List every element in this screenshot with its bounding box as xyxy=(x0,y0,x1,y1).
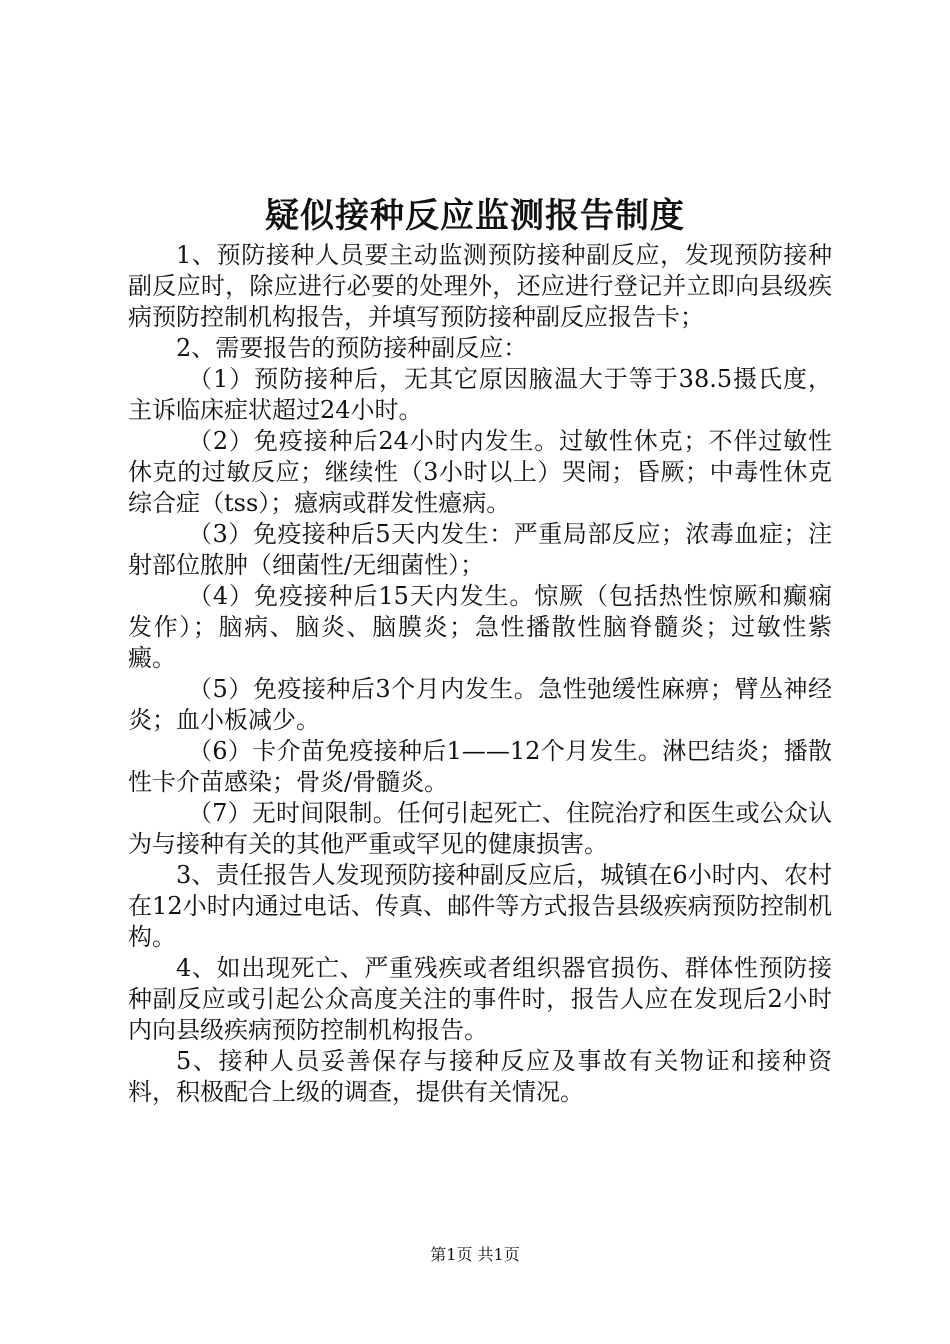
paragraph-3: 3、责任报告人发现预防接种副反应后，城镇在6小时内、农村在12小时内通过电话、传真、邮件等方式报告县级疾病预防控制机构。 xyxy=(128,861,832,951)
paragraph-5: 5、接种人员妥善保存与接种反应及事故有关物证和接种资料，积极配合上级的调查，提供有关情况。 xyxy=(128,1047,832,1106)
sub-item-6: （6）卡介苗免疫接种后1——12个月发生。淋巴结炎；播散性卡介苗感染；骨炎/骨髓炎。 xyxy=(128,737,832,796)
paragraph-2: 2、需要报告的预防接种副反应： xyxy=(176,334,528,362)
sub-item-1: （1）预防接种后，无其它原因腋温大于等于38.5摄氏度，主诉临床症状超过24小时。 xyxy=(128,365,832,424)
sub-item-7: （7）无时间限制。任何引起死亡、住院治疗和医生或公众认为与接种有关的其他严重或罕见的健康损害。 xyxy=(128,799,832,858)
sub-item-4: （4）免疫接种后15天内发生。惊厥（包括热性惊厥和癫痫发作）；脑病、脑炎、脑膜炎；急性播散性脑脊髓炎；过敏性紫癜。 xyxy=(128,582,832,672)
sub-item-2: （2）免疫接种后24小时内发生。过敏性休克；不伴过敏性休克的过敏反应；继续性（3小时以上）哭闹；昏厥；中毒性休克综合症（tss）；癔病或群发性癔病。 xyxy=(128,427,832,517)
paragraph-4: 4、如出现死亡、严重残疾或者组织器官损伤、群体性预防接种副反应或引起公众高度关注的事件时，报告人应在发现后2小时内向县级疾病预防控制机构报告。 xyxy=(128,954,832,1044)
document-title: 疑似接种反应监测报告制度 xyxy=(265,196,685,236)
paragraph-1: 1、预防接种人员要主动监测预防接种副反应，发现预防接种副反应时，除应进行必要的处理外，还应进行登记并立即向县级疾病预防控制机构报告，并填写预防接种副反应报告卡； xyxy=(128,241,832,331)
document-body xyxy=(128,240,832,1108)
sub-item-3: （3）免疫接种后5天内发生：严重局部反应；浓毒血症；注射部位脓肿（细菌性/无细菌性）； xyxy=(128,520,832,579)
sub-item-5: （5）免疫接种后3个月内发生。急性弛缓性麻痹；臂丛神经炎；血小板减少。 xyxy=(128,675,832,734)
page-footer: 第1页 共1页 xyxy=(430,1245,520,1264)
